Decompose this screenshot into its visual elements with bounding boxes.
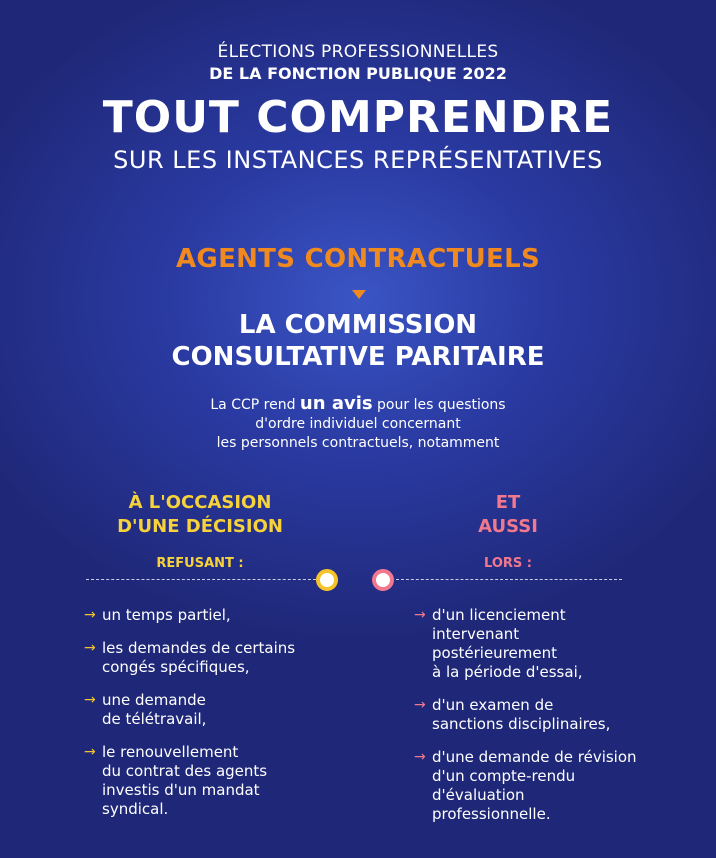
- list-item-text: une demande de télétravail,: [102, 691, 207, 728]
- list-item: [84, 691, 364, 729]
- list-item: [84, 606, 364, 625]
- intro-before: La CCP rend: [210, 397, 300, 413]
- intro-after: pour les questions: [372, 397, 506, 413]
- commission-title-line-1: LA COMMISSION: [238, 310, 478, 340]
- commission-title-line-2: CONSULTATIVE PARITAIRE: [171, 342, 545, 372]
- list-item-text: un temps partiel,: [102, 606, 231, 624]
- arrow-right-icon: →: [414, 607, 426, 623]
- section-heading: AGENTS CONTRACTUELS: [176, 244, 540, 274]
- right-subheading: LORS :: [484, 556, 532, 571]
- list-item-text: le renouvellement du contrat des agents investis d'un mandat syndical.: [102, 743, 268, 818]
- list-item: [414, 748, 704, 824]
- right-heading-line-2: AUSSI: [478, 516, 538, 537]
- list-item-text: les demandes de certains congés spécifiques,: [102, 639, 296, 676]
- yellow-dot-icon: [316, 569, 338, 591]
- header-line-2: DE LA FONCTION PUBLIQUE 2022: [209, 64, 507, 83]
- arrow-right-icon: →: [84, 640, 96, 656]
- arrow-right-icon: →: [414, 697, 426, 713]
- arrow-right-icon: →: [84, 744, 96, 760]
- left-subheading: REFUSANT :: [156, 556, 244, 571]
- list-item-text: d'un examen de sanctions disciplinaires,: [432, 696, 611, 733]
- left-list: [84, 606, 364, 833]
- left-heading-line-2: D'UNE DÉCISION: [117, 516, 283, 537]
- list-item: [84, 639, 364, 677]
- intro-line-1: [0, 394, 716, 415]
- right-divider: [396, 579, 622, 580]
- left-divider: [86, 579, 316, 580]
- triangle-down-icon: [352, 290, 366, 299]
- intro-emphasis: un avis: [299, 393, 373, 414]
- list-item-text: d'un licenciement intervenant postérieurement à la période d'essai,: [432, 606, 583, 681]
- pink-dot-icon: [372, 569, 394, 591]
- arrow-right-icon: →: [84, 692, 96, 708]
- left-heading-line-1: À L'OCCASION: [128, 492, 272, 513]
- list-item-text: d'une demande de révision d'un compte-rendu d'évaluation professionnelle.: [432, 748, 637, 823]
- header-line-1: ÉLECTIONS PROFESSIONNELLES: [217, 42, 499, 62]
- arrow-right-icon: →: [84, 607, 96, 623]
- right-heading-line-1: ET: [495, 492, 521, 513]
- arrow-right-icon: →: [414, 749, 426, 765]
- intro-text: [0, 394, 716, 453]
- list-item: [84, 743, 364, 819]
- list-item: [414, 606, 704, 682]
- right-list: [414, 606, 704, 838]
- intro-line-2: d'ordre individuel concernant: [255, 416, 461, 432]
- intro-line-3: les personnels contractuels, notamment: [216, 435, 500, 451]
- list-item: [414, 696, 704, 734]
- page-subtitle: SUR LES INSTANCES REPRÉSENTATIVES: [113, 146, 603, 174]
- page-title: TOUT COMPRENDRE: [102, 92, 614, 143]
